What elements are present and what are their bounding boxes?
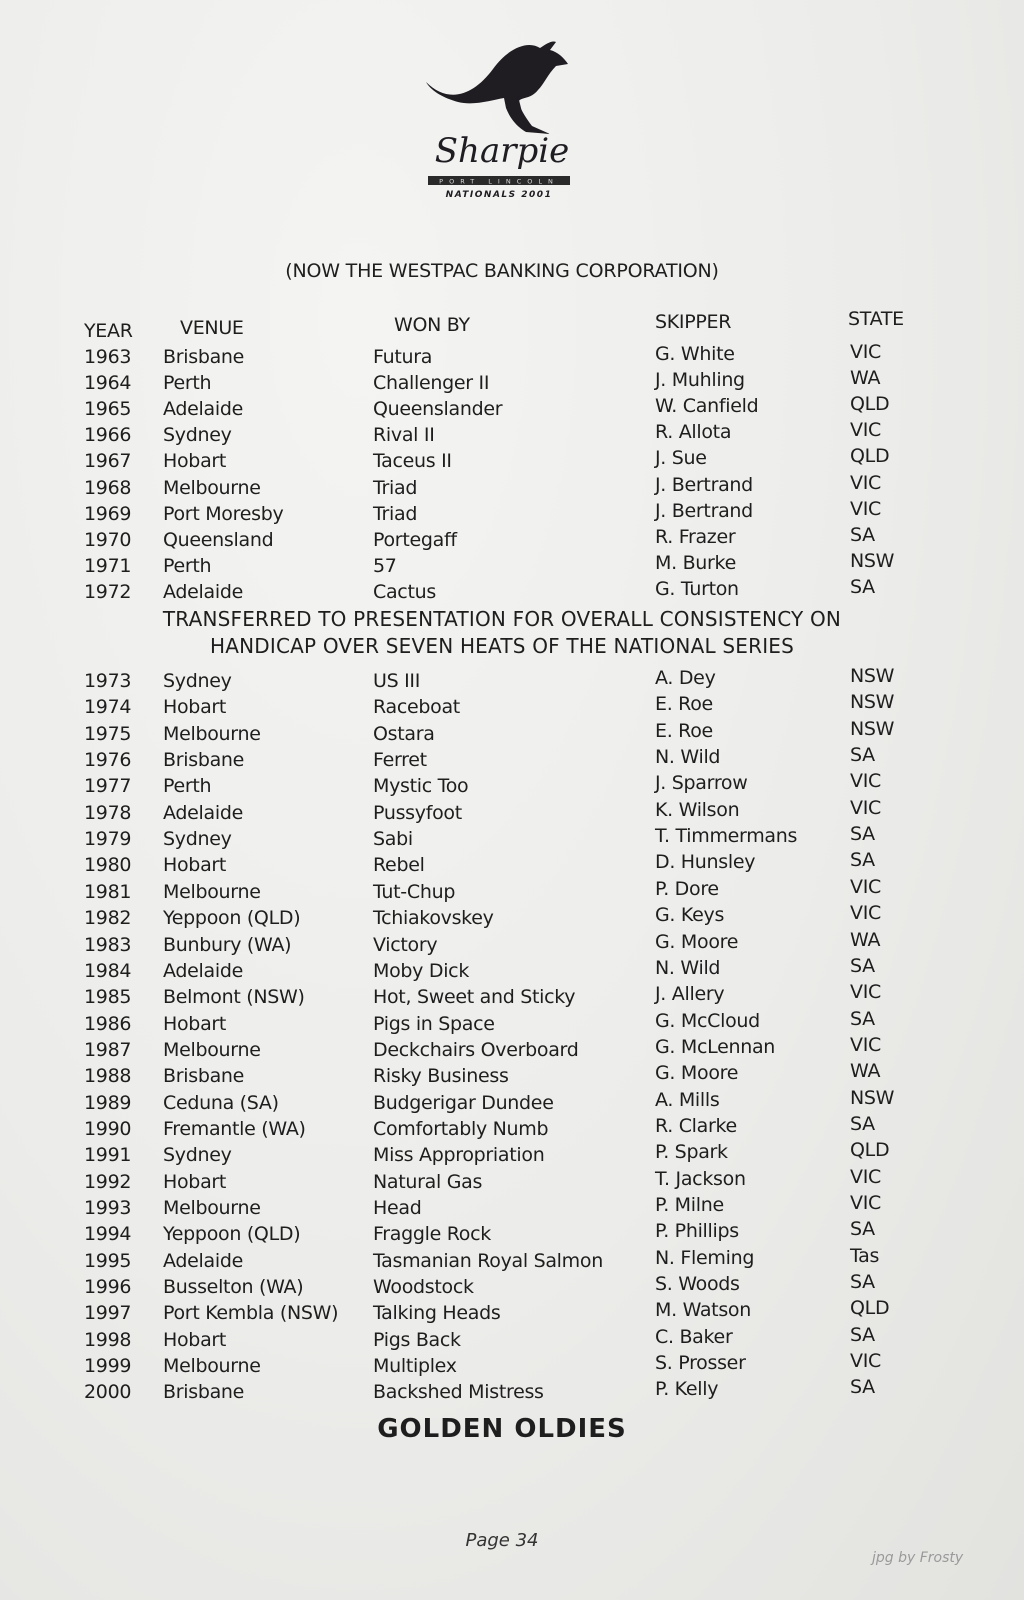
cell-won-by: Multiplex [373, 1355, 457, 1378]
cell-state: SA [850, 1323, 875, 1346]
cell-skipper: J. Sue [655, 447, 707, 470]
cell-skipper: G. Moore [655, 1062, 739, 1085]
cell-state: QLD [850, 1297, 890, 1320]
cell-state: VIC [850, 497, 881, 520]
cell-year: 1971 [84, 554, 132, 577]
cell-state: SA [850, 1112, 875, 1135]
cell-skipper: E. Roe [655, 693, 713, 716]
cell-year: 1999 [84, 1355, 132, 1378]
cell-won-by: Pigs Back [373, 1328, 461, 1351]
cell-state: VIC [850, 981, 881, 1004]
subtitle: (NOW THE WESTPAC BANKING CORPORATION) [285, 260, 719, 282]
image-credit: jpg by Frosty [872, 1550, 964, 1566]
cell-skipper: G. Keys [655, 904, 725, 927]
cell-won-by: US III [373, 670, 421, 692]
cell-skipper: J. Muhling [655, 369, 745, 392]
cell-state: VIC [850, 770, 881, 793]
cell-venue: Brisbane [163, 749, 245, 772]
cell-year: 1983 [84, 933, 132, 956]
cell-year: 1981 [84, 880, 132, 903]
cell-state: NSW [850, 717, 895, 740]
cell-venue: Melbourne [163, 1355, 261, 1378]
cell-venue: Hobart [163, 1328, 227, 1351]
cell-skipper: J. Allery [655, 983, 725, 1006]
cell-year: 1973 [84, 670, 132, 692]
cell-year: 1992 [84, 1170, 132, 1193]
cell-state: VIC [850, 471, 881, 494]
transfer-note-line-1: TRANSFERRED TO PRESENTATION FOR OVERALL CONSISTENCY ON [162, 607, 842, 631]
cell-state: VIC [850, 1033, 881, 1056]
cell-state: SA [850, 744, 875, 767]
cell-year: 1997 [84, 1302, 132, 1325]
cell-won-by: Mystic Too [373, 775, 469, 798]
column-header-state: STATE [848, 308, 904, 330]
page-number: Page 34 [465, 1530, 539, 1551]
cell-won-by: Natural Gas [373, 1170, 483, 1193]
cell-won-by: Budgerigar Dundee [373, 1091, 554, 1114]
cell-skipper: A. Mills [655, 1088, 720, 1111]
cell-skipper: D. Hunsley [655, 851, 756, 874]
cell-skipper: C. Baker [655, 1325, 733, 1348]
cell-year: 1989 [84, 1091, 132, 1114]
cell-skipper: J. Bertrand [655, 499, 753, 522]
cell-won-by: Talking Heads [373, 1302, 501, 1325]
cell-year: 1996 [84, 1276, 132, 1299]
cell-venue: Port Moresby [163, 502, 284, 525]
cell-state: SA [850, 1007, 875, 1030]
cell-venue: Belmont (NSW) [163, 986, 305, 1009]
cell-state: NSW [850, 1086, 895, 1109]
cell-won-by: Triad [373, 502, 418, 525]
cell-venue: Sydney [163, 424, 232, 447]
cell-venue: Bunbury (WA) [163, 933, 292, 956]
cell-year: 1963 [84, 346, 132, 368]
cell-skipper: G. McLennan [655, 1035, 776, 1058]
cell-venue: Perth [163, 775, 212, 798]
cell-state: SA [850, 849, 875, 872]
cell-state: QLD [850, 393, 890, 416]
cell-skipper: S. Woods [655, 1273, 740, 1296]
cell-venue: Yeppoon (QLD) [163, 907, 301, 930]
cell-skipper: S. Prosser [655, 1352, 746, 1375]
cell-state: Tas [850, 1244, 880, 1267]
cell-venue: Adelaide [163, 959, 243, 982]
cell-skipper: R. Clarke [655, 1114, 737, 1137]
cell-state: SA [850, 523, 875, 546]
cell-state: WA [850, 367, 881, 390]
cell-skipper: G. White [655, 343, 735, 365]
cell-skipper: W. Canfield [655, 395, 759, 418]
cell-won-by: Cactus [373, 580, 436, 603]
logo-event: NATIONALS 2001 [445, 190, 553, 199]
cell-won-by: Triad [373, 476, 418, 499]
cell-skipper: R. Allota [655, 421, 732, 444]
cell-year: 1965 [84, 398, 132, 421]
cell-won-by: Rival II [373, 424, 435, 447]
cell-won-by: Hot, Sweet and Sticky [373, 986, 576, 1009]
cell-won-by: Raceboat [373, 696, 460, 719]
cell-won-by: Backshed Mistress [373, 1381, 544, 1404]
cell-skipper: G. Moore [655, 930, 739, 953]
cell-state: VIC [850, 875, 881, 898]
cell-skipper: K. Wilson [655, 798, 740, 821]
column-header-year: YEAR [84, 320, 133, 342]
cell-year: 1990 [84, 1117, 132, 1140]
cell-won-by: Futura [373, 346, 433, 368]
cell-year: 1977 [84, 775, 132, 798]
cell-venue: Perth [163, 372, 212, 395]
cell-won-by: Challenger II [373, 372, 490, 395]
cell-state: QLD [850, 1139, 890, 1162]
cell-won-by: Tut-Chup [373, 880, 456, 903]
column-header-skipper: SKIPPER [655, 311, 732, 333]
cell-skipper: J. Sparrow [655, 772, 748, 795]
cell-venue: Queensland [163, 528, 274, 551]
cell-won-by: Victory [373, 933, 438, 956]
cell-won-by: Fraggle Rock [373, 1223, 491, 1246]
cell-state: VIC [850, 1192, 881, 1214]
kangaroo-icon [418, 34, 588, 199]
cell-year: 1987 [84, 1038, 132, 1061]
cell-skipper: M. Burke [655, 551, 736, 574]
cell-state: VIC [850, 419, 881, 442]
cell-skipper: R. Frazer [655, 525, 736, 548]
cell-year: 1978 [84, 801, 132, 824]
cell-year: 1975 [84, 722, 132, 745]
cell-state: VIC [850, 341, 881, 363]
cell-venue: Fremantle (WA) [163, 1117, 306, 1140]
column-header-won-by: WON BY [394, 314, 470, 336]
cell-skipper: N. Wild [655, 956, 721, 979]
cell-state: VIC [850, 796, 881, 819]
cell-skipper: P. Milne [655, 1194, 724, 1216]
golden-oldies-heading: GOLDEN OLDIES [377, 1414, 627, 1444]
cell-venue: Perth [163, 554, 212, 577]
cell-skipper: A. Dey [655, 667, 716, 689]
cell-state: QLD [850, 445, 890, 468]
sharpie-nationals-logo [418, 34, 588, 199]
cell-state: WA [850, 1060, 881, 1083]
cell-skipper: G. Turton [655, 577, 739, 600]
cell-won-by: Pussyfoot [373, 801, 462, 824]
cell-won-by: Rebel [373, 854, 425, 877]
transfer-note-line-2: HANDICAP OVER SEVEN HEATS OF THE NATIONAL SERIES [209, 634, 795, 658]
cell-state: NSW [850, 691, 895, 714]
cell-venue: Brisbane [163, 1381, 245, 1404]
cell-year: 1976 [84, 749, 132, 772]
cell-venue: Melbourne [163, 722, 261, 745]
cell-venue: Adelaide [163, 580, 243, 603]
cell-year: 1966 [84, 424, 132, 447]
cell-state: WA [850, 928, 881, 951]
cell-year: 1988 [84, 1065, 132, 1088]
cell-skipper: T. Timmermans [655, 825, 798, 848]
cell-state: NSW [850, 665, 895, 687]
cell-year: 1985 [84, 986, 132, 1009]
cell-skipper: P. Spark [655, 1141, 728, 1164]
logo-wordmark: Sharpie [434, 131, 570, 171]
cell-venue: Busselton (WA) [163, 1276, 304, 1299]
cell-year: 1970 [84, 528, 132, 551]
cell-won-by: Ferret [373, 749, 427, 772]
cell-venue: Sydney [163, 828, 232, 851]
cell-skipper: N. Wild [655, 746, 721, 769]
column-header-venue: VENUE [180, 317, 244, 339]
logo-subtitle: PORT LINCOLN [439, 177, 559, 186]
cell-state: SA [850, 954, 875, 977]
cell-year: 1994 [84, 1223, 132, 1246]
cell-venue: Sydney [163, 670, 232, 692]
cell-skipper: J. Bertrand [655, 473, 753, 496]
cell-won-by: 57 [373, 554, 397, 577]
cell-venue: Ceduna (SA) [163, 1091, 279, 1114]
cell-state: SA [850, 1271, 875, 1294]
cell-won-by: Portegaff [373, 528, 457, 551]
cell-venue: Adelaide [163, 398, 243, 421]
cell-venue: Melbourne [163, 1038, 261, 1061]
cell-won-by: Taceus II [373, 450, 452, 473]
cell-skipper: P. Kelly [655, 1378, 719, 1401]
cell-won-by: Sabi [373, 828, 413, 851]
cell-state: VIC [850, 1165, 881, 1188]
cell-year: 1991 [84, 1144, 132, 1167]
cell-year: 1979 [84, 828, 132, 851]
cell-venue: Hobart [163, 1170, 227, 1193]
cell-venue: Melbourne [163, 1197, 261, 1219]
cell-year: 1998 [84, 1328, 132, 1351]
cell-state: SA [850, 1376, 875, 1399]
cell-won-by: Risky Business [373, 1065, 509, 1088]
cell-won-by: Pigs in Space [373, 1012, 495, 1035]
cell-won-by: Woodstock [373, 1276, 474, 1299]
cell-year: 1968 [84, 476, 132, 499]
cell-year: 2000 [84, 1381, 132, 1404]
cell-skipper: M. Watson [655, 1299, 752, 1322]
cell-venue: Hobart [163, 1012, 227, 1035]
cell-year: 1984 [84, 959, 132, 982]
cell-skipper: T. Jackson [655, 1167, 746, 1190]
cell-state: VIC [850, 902, 881, 925]
cell-venue: Port Kembla (NSW) [163, 1302, 339, 1325]
cell-won-by: Tasmanian Royal Salmon [373, 1249, 603, 1272]
cell-state: SA [850, 823, 875, 846]
cell-state: SA [850, 575, 875, 598]
cell-state: NSW [850, 549, 895, 572]
cell-year: 1995 [84, 1249, 132, 1272]
cell-year: 1964 [84, 372, 132, 395]
cell-skipper: N. Fleming [655, 1246, 755, 1269]
cell-year: 1982 [84, 907, 132, 930]
cell-year: 1969 [84, 502, 132, 525]
cell-venue: Brisbane [163, 346, 245, 368]
cell-skipper: G. McCloud [655, 1009, 760, 1032]
cell-state: VIC [850, 1350, 881, 1373]
cell-year: 1993 [84, 1197, 132, 1219]
cell-venue: Sydney [163, 1144, 232, 1167]
cell-won-by: Ostara [373, 722, 435, 745]
cell-year: 1972 [84, 580, 132, 603]
cell-won-by: Head [373, 1197, 422, 1219]
cell-won-by: Tchiakovskey [373, 907, 494, 930]
cell-year: 1986 [84, 1012, 132, 1035]
cell-year: 1980 [84, 854, 132, 877]
cell-state: SA [850, 1218, 875, 1241]
cell-venue: Brisbane [163, 1065, 245, 1088]
cell-won-by: Moby Dick [373, 959, 470, 982]
cell-venue: Adelaide [163, 1249, 243, 1272]
cell-won-by: Miss Appropriation [373, 1144, 545, 1167]
cell-year: 1967 [84, 450, 132, 473]
cell-won-by: Deckchairs Overboard [373, 1038, 579, 1061]
cell-skipper: E. Roe [655, 719, 713, 742]
cell-skipper: P. Dore [655, 877, 719, 900]
cell-venue: Yeppoon (QLD) [163, 1223, 301, 1246]
cell-year: 1974 [84, 696, 132, 719]
cell-venue: Hobart [163, 696, 227, 719]
cell-venue: Melbourne [163, 476, 261, 499]
cell-won-by: Comfortably Numb [373, 1117, 549, 1140]
cell-skipper: P. Phillips [655, 1220, 739, 1243]
cell-venue: Hobart [163, 450, 227, 473]
cell-venue: Melbourne [163, 880, 261, 903]
cell-venue: Hobart [163, 854, 227, 877]
cell-venue: Adelaide [163, 801, 243, 824]
cell-won-by: Queenslander [373, 398, 503, 421]
